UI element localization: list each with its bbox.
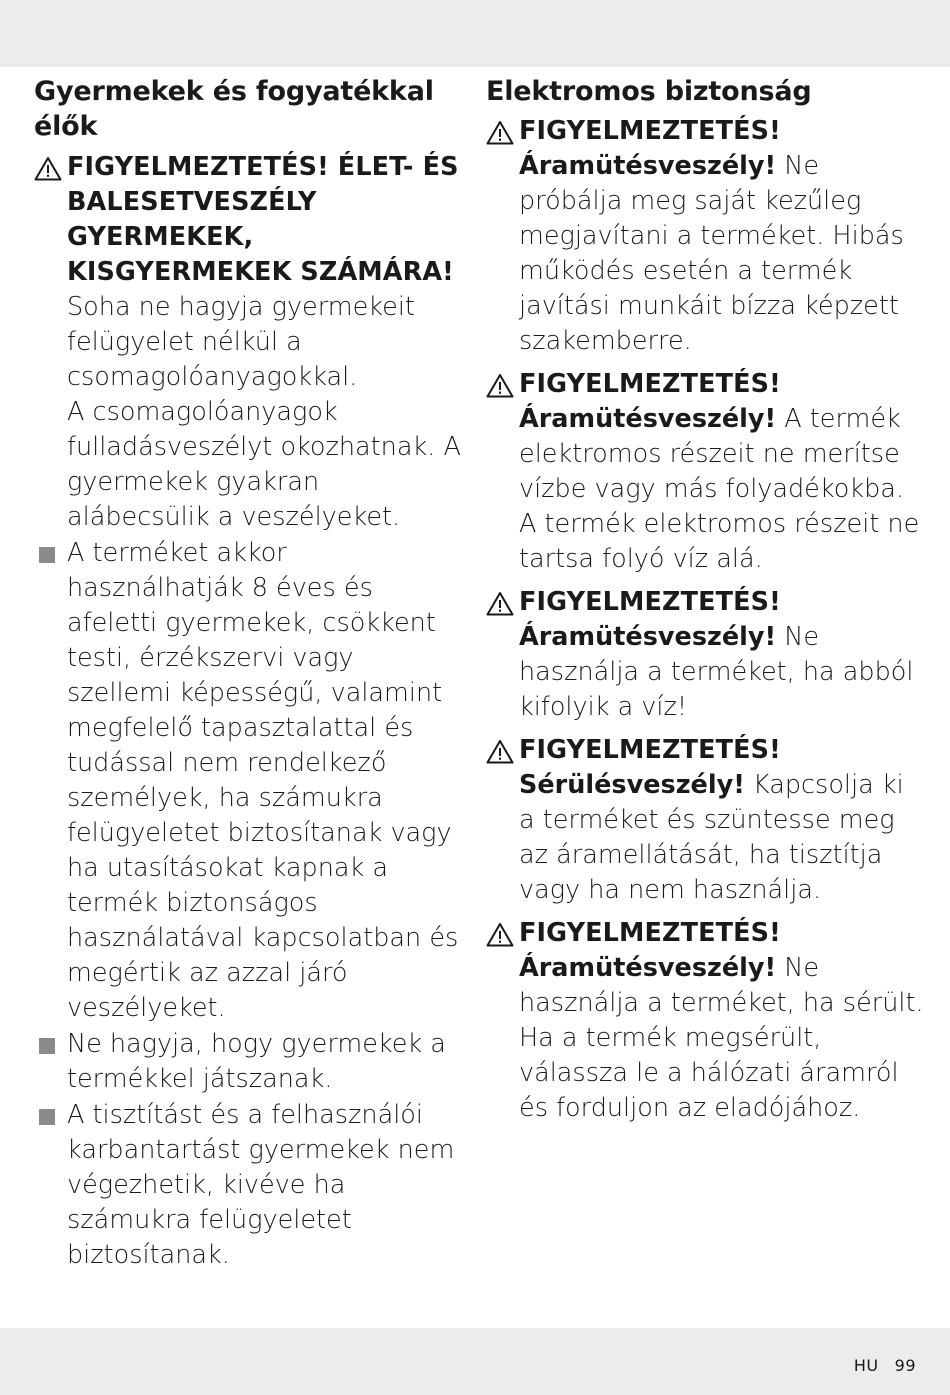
- bullet-square-icon: [39, 547, 55, 563]
- warning-heading: FIGYELMEZTETÉS! ÉLET- ÉS BALESETVESZÉLY GYERMEKEK, KISGYERMEKEK SZÁMÁRA!: [67, 152, 459, 287]
- warning-heading: FIGYELMEZTETÉS!: [519, 918, 781, 948]
- left-column: [34, 74, 464, 1273]
- warning-text: A csomagolóanyagok fulladásveszélyt okozhatnak. A gyermekek gyakran alábecsülik a veszélyeket.: [67, 397, 461, 532]
- list-item-text: A tisztítást és a felhasználói karbantartást gyermekek nem végezhetik, kivéve ha számukra felügyeletet biztosítanak.: [67, 1100, 455, 1270]
- warning-block: [486, 585, 926, 725]
- bullet-square-icon: [39, 1038, 55, 1054]
- bottom-band: [0, 1328, 950, 1395]
- warning-triangle-icon: [486, 739, 514, 764]
- warning-heading: FIGYELMEZTETÉS!: [519, 587, 781, 617]
- warning-heading: FIGYELMEZTETÉS!: [519, 116, 781, 146]
- list-item: [34, 1027, 464, 1097]
- warning-triangle-icon: [34, 156, 62, 181]
- warning-triangle-icon: [486, 591, 514, 616]
- warning-block: [486, 733, 926, 908]
- page-number: 99: [894, 1356, 916, 1375]
- bullet-square-icon: [39, 1109, 55, 1125]
- section-title-children: Gyermekek és fogyatékkal élők: [34, 76, 434, 142]
- warning-triangle-icon: [486, 922, 514, 947]
- warning-block: [486, 367, 926, 577]
- warning-block: [486, 916, 926, 1126]
- hazard-label: Áramütésveszély!: [519, 953, 777, 983]
- top-band: [0, 0, 950, 67]
- warning-text: A termék elektromos részeit ne merítse vízbe vagy más folyadékokba. A termék elektromos részeit ne tartsa folyó víz alá.: [519, 404, 920, 574]
- warning-triangle-icon: [486, 373, 514, 398]
- warning-text: Ne próbálja meg saját kezűleg megjavítani a terméket. Hibás működés esetén a termék javítási munkáit bízza képzett szakemberre.: [519, 151, 904, 356]
- warning-heading: FIGYELMEZTETÉS!: [519, 735, 781, 765]
- warning-text: Kapcsolja ki a terméket és szüntesse meg az áramellátását, ha tisztítja vagy ha nem használja.: [519, 770, 904, 905]
- hazard-label: Sérülésveszély!: [519, 770, 745, 800]
- right-column: [486, 74, 926, 1126]
- warning-text: Ne használja a terméket, ha abból kifolyik a víz!: [519, 622, 914, 722]
- section-title-electrical: Elektromos biztonság: [486, 76, 812, 107]
- hazard-label: Áramütésveszély!: [519, 404, 777, 434]
- warning-text: Ne használja a terméket, ha sérült. Ha a termék megsérült, válassza le a hálózati áramról és forduljon az eladójához.: [519, 953, 924, 1123]
- warning-text: Soha ne hagyja gyermekeit felügyelet nélkül a csomagolóanyagokkal.: [67, 292, 415, 392]
- warning-heading: FIGYELMEZTETÉS!: [519, 369, 781, 399]
- warning-block: [486, 114, 926, 359]
- list-item: [34, 1098, 464, 1273]
- list-item-text: Ne hagyja, hogy gyermekek a termékkel játszanak.: [67, 1029, 446, 1094]
- language-code: HU: [853, 1356, 879, 1375]
- warning-triangle-icon: [486, 120, 514, 145]
- list-item: [34, 536, 464, 1026]
- hazard-label: Áramütésveszély!: [519, 151, 777, 181]
- list-item-text: A terméket akkor használhatják 8 éves és afeletti gyermekek, csökkent testi, érzékszervi vagy szellemi képességű, valamint megfelelő tapasztalattal és tudással nem rendelkező személyek, ha számukra felügyeletet biztosítanak vagy ha utasításokat kapnak a termék biztonságos használatával kapcsolatban és megértik az azzal járó veszélyeket.: [67, 538, 459, 1023]
- hazard-label: Áramütésveszély!: [519, 622, 777, 652]
- page-footer: [854, 1356, 916, 1375]
- warning-block-children: [34, 150, 464, 535]
